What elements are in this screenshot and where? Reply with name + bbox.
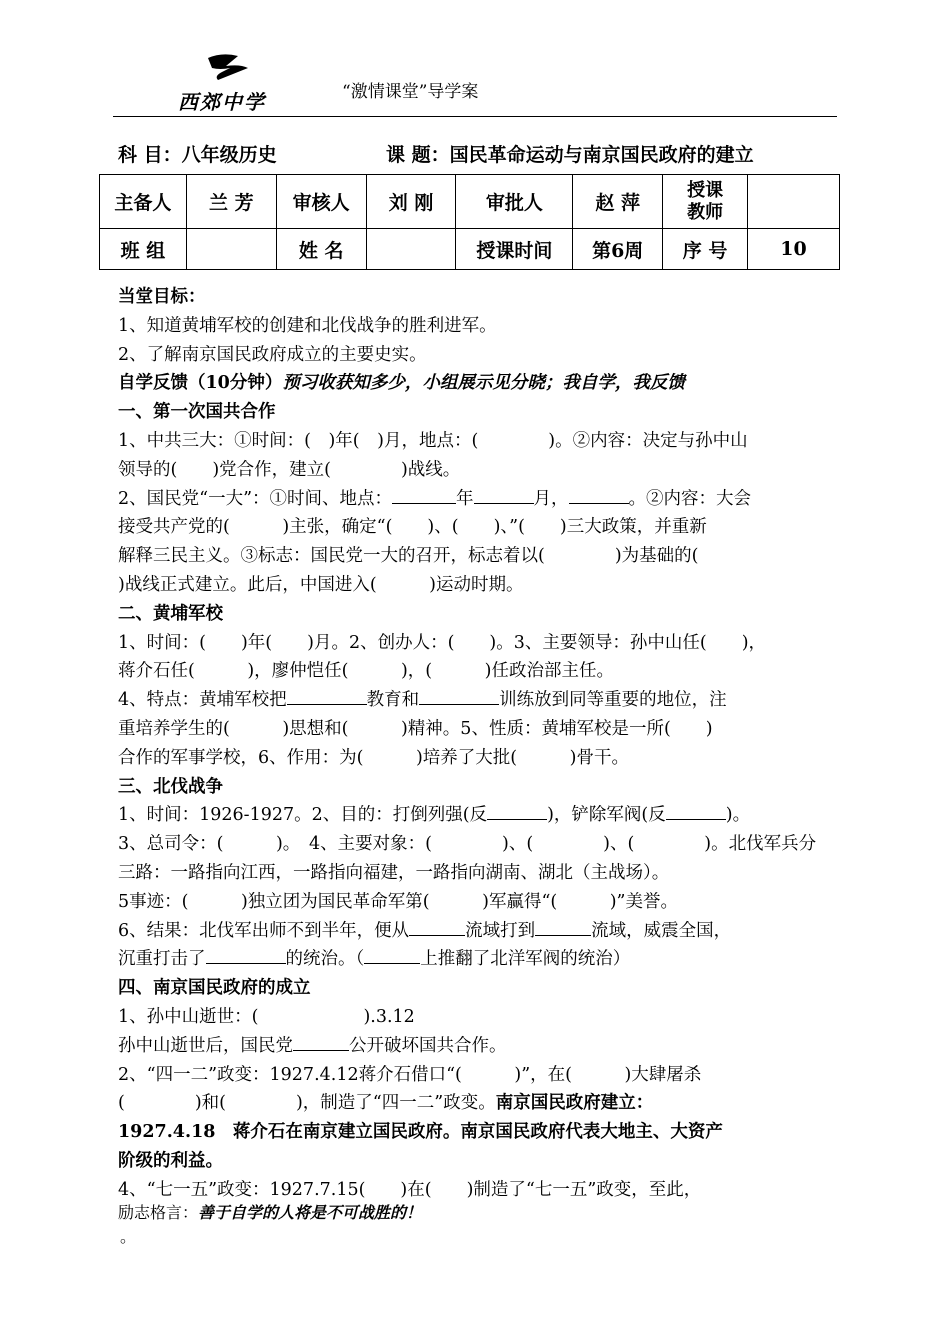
table-cell [663,175,748,229]
blank [487,801,547,820]
text-line: 5事迹：( )独立团为国民革命军第( )军赢得“( )”美誉。 [118,891,678,912]
table-cell: 授课时间 [456,229,573,270]
table-row [100,175,840,229]
text-line: )战线正式建立。此后，中国进入( )运动时期。 [118,574,524,595]
text-line: 合作的军事学校，6、作用：为( )培养了大批( )骨干。 [118,747,629,768]
table-cell: 10 [748,229,840,270]
text-fragment: 流域打到 [465,920,536,941]
trailing-mark: 。 [120,1227,137,1246]
table-cell: 赵 萍 [573,175,663,229]
self-study-label: 自学反馈（10分钟） [118,373,283,394]
text-line [118,369,848,398]
blank [206,945,286,964]
header-title: “激情课堂”导学案 [342,82,479,102]
table-cell: 姓 名 [276,229,366,270]
table-row [100,229,840,270]
text-fragment: 1、时间：1926-1927。2、目的：打倒列强(反 [118,805,488,826]
school-logo-text: 西郊中学 [178,90,266,114]
table-cell: 第6周 [573,229,663,270]
text-fragment: 。②内容：大会 [628,488,752,509]
text-line [118,917,848,946]
text-fragment: 训练放到同等重要的地位，注 [499,690,727,711]
text-line: 接受共产党的( )主张，确定“( )、( )、”( )三大政策，并重新 [118,517,707,538]
blank [287,686,367,705]
header-divider [113,116,837,117]
section-heading: 四、南京国民政府的成立 [118,978,311,999]
blank [474,485,534,504]
text-line: 重培养学生的( )思想和( )精神。5、性质：黄埔军校是一所( ) [118,718,713,739]
text-fragment: 流域，威震全国， [591,920,732,941]
text-fragment: 的统治。（ [285,949,365,970]
blank [419,686,499,705]
text-fragment: 孙中山逝世后，国民党 [118,1035,293,1056]
text-line [118,1032,848,1061]
text-line: 2、“四一二”政变：1927.4.12蒋介石借口“( )”，在( )大肆屠杀 [118,1064,702,1085]
table-cell: 序 号 [663,229,748,270]
motto [118,1200,422,1223]
table-cell: 班 组 [100,229,187,270]
section-heading: 三、北伐战争 [118,776,223,797]
text-fragment: 上推翻了北洋军阀的统治） [420,949,631,970]
blank [293,1032,349,1051]
subject-line [118,140,754,167]
blank [364,945,420,964]
text-line: 2、了解南京国民政府成立的主要史实。 [118,344,427,365]
table-cell [748,175,840,229]
text-line [118,945,848,974]
text-line: 1、孙中山逝世：( ).3.12 [118,1006,415,1027]
self-study-slogan: 预习收获知多少，小组展示见分晓；我自学，我反馈 [282,373,685,394]
text-fragment: 4、特点：黄埔军校把 [118,690,287,711]
text-line [118,1089,848,1118]
motto-text: 善于自学的人将是不可战胜的！ [198,1203,423,1222]
text-line: 1、时间：( )年( )月。2、创办人：( )。3、主要领导：孙中山任( )， [118,632,767,653]
blank [569,485,629,504]
text-fragment: 沉重打击了 [118,949,206,970]
teacher-label: 授课教师 [687,179,724,223]
text-line: 4、“七一五”政变：1927.7.15( )在( )制造了“七一五”政变，至此， [118,1179,702,1200]
table-cell: 主备人 [100,175,187,229]
text-fragment: )。 [725,805,751,826]
table-cell: 审批人 [456,175,573,229]
text-line: 1、中共三大：①时间：( )年( )月，地点：( )。②内容：决定与孙中山 [118,430,748,451]
section-heading: 当堂目标： [118,287,206,307]
text-line [118,485,848,514]
table-cell: 兰 芳 [186,175,276,229]
text-fragment: 年 [456,488,474,509]
text-line: 1、知道黄埔军校的创建和北伐战争的胜利进军。 [118,315,497,336]
blank [666,801,726,820]
text-line: 1927.4.18 蒋介石在南京建立国民政府。南京国民政府代表大地主、大资产 [118,1122,723,1143]
subject-label: 科 目：八年级历史 [118,144,277,166]
text-fragment: ( )和( )，制造了“四一二”政变。 [118,1093,496,1114]
table-cell: 刘 刚 [366,175,456,229]
text-fragment: 2、国民党“一大”：①时间、地点： [118,488,393,509]
blank [392,485,456,504]
text-line [118,801,848,830]
text-line [118,686,848,715]
blank [409,917,465,936]
text-fragment: 6、结果：北伐军出师不到半年，便从 [118,920,410,941]
text-line: 三路：一路指向江西，一路指向福建，一路指向湖南、湖北（主战场）。 [118,862,670,883]
table-cell [186,229,276,270]
text-line: 3、总司令：( )。 4、主要对象：( )、( )、( )。北伐军兵分 [118,834,817,855]
text-line: 阶级的利益。 [118,1150,223,1171]
text-fragment: )，铲除军阀(反 [547,805,666,826]
text-line: 解释三民主义。③标志：国民党一大的召开，标志着以( )为基础的( [118,546,699,567]
text-fragment: 月， [533,488,569,509]
text-fragment: 公开破坏国共合作。 [349,1035,507,1056]
text-line: 领导的( )党合作，建立( )战线。 [118,459,461,480]
text-fragment: 南京国民政府建立： [495,1093,654,1114]
text-line: 蒋介石任( )，廖仲恺任( )，( )任政治部主任。 [118,661,614,682]
text-fragment: 教育和 [366,690,420,711]
table-cell: 审核人 [276,175,366,229]
blank [535,917,591,936]
table-cell [366,229,456,270]
section-heading: 一、第一次国共合作 [118,402,276,423]
worksheet-content [118,283,848,1205]
info-table [99,174,840,270]
motto-label: 励志格言： [118,1203,199,1222]
section-heading: 二、黄埔军校 [118,603,223,624]
topic-label: 课 题：国民革命运动与南京国民政府的建立 [386,144,754,166]
